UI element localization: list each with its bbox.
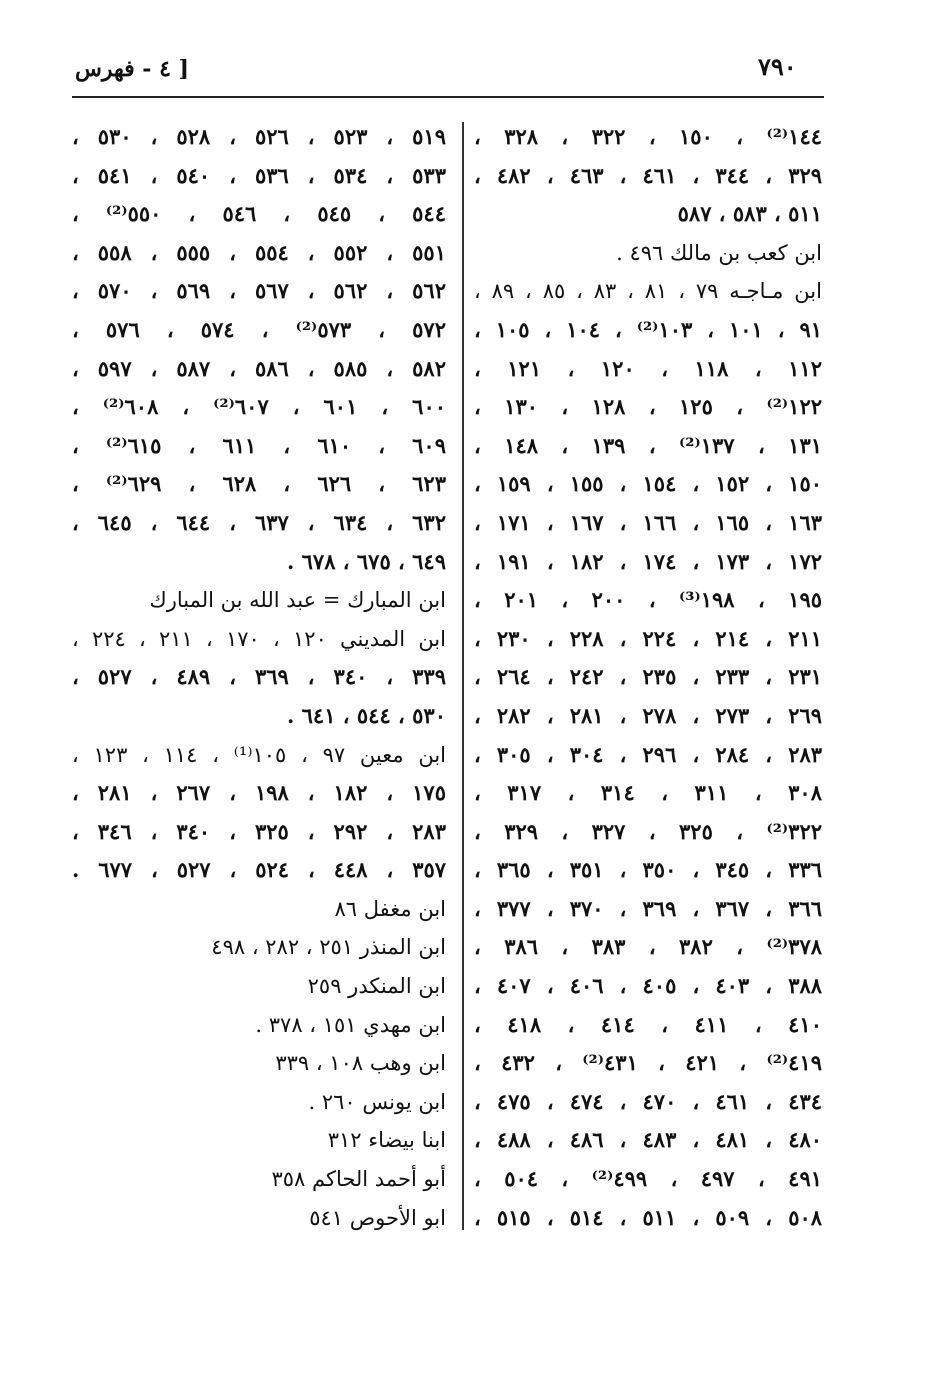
index-line: ٣٠٨ ، ٣١١ ، ٣١٤ ، ٣١٧ ، — [474, 780, 822, 806]
index-line: ١٢٢⁽²⁾ ، ١٢٥ ، ١٢٨ ، ١٣٠ ، — [474, 394, 822, 420]
index-line: ابن مغفل ٨٦ — [334, 896, 446, 921]
index-line: ٥٣٠ ، ٥٤٤ ، ٦٤١ . — [287, 702, 446, 728]
index-line: ابن يونس ٢٦٠ . — [308, 1089, 446, 1114]
page-number: ٧٩٠ — [758, 52, 797, 81]
index-line: ابن كعب بن مالك ٤٩٦ . — [616, 240, 822, 265]
index-line: ١٣١ ، ١٣٧⁽²⁾ ، ١٣٩ ، ١٤٨ ، — [474, 432, 822, 458]
index-line: ابن المديني ١٢٠ ، ١٧٠ ، ٢١١ ، ٢٢٤ ، — [72, 626, 446, 651]
header-rule — [72, 96, 824, 98]
index-line: ٥٥١ ، ٥٥٢ ، ٥٥٤ ، ٥٥٥ ، ٥٥٨ ، — [72, 239, 446, 265]
index-line: ٣٨٨ ، ٤٠٣ ، ٤٠٥ ، ٤٠٦ ، ٤٠٧ ، — [474, 973, 822, 999]
index-line: ٤١٩⁽²⁾ ، ٤٢١ ، ٤٣١⁽²⁾ ، ٤٣٢ ، — [474, 1050, 822, 1076]
index-column-left — [72, 118, 446, 1237]
index-line: ٥٦٢ ، ٥٦٢ ، ٥٦٧ ، ٥٦٩ ، ٥٧٠ ، — [72, 278, 446, 304]
index-line: ٥٨٢ ، ٥٨٥ ، ٥٨٦ ، ٥٨٧ ، ٥٩٧ ، — [72, 355, 446, 381]
index-line: ١٦٣ ، ١٦٥ ، ١٦٦ ، ١٦٧ ، ١٧١ ، — [474, 509, 822, 535]
index-line: ٣٥٧ ، ٤٤٨ ، ٥٢٤ ، ٥٢٧ ، ٦٧٧ . — [72, 857, 446, 883]
index-line: ٤٩١ ، ٤٩٧ ، ٤٩٩⁽²⁾ ، ٥٠٤ ، — [474, 1166, 822, 1192]
index-line: ٢٨٣ ، ٢٩٢ ، ٣٢٥ ، ٣٤٠ ، ٣٤٦ ، — [72, 818, 446, 844]
index-line: أبو أحمد الحاكم ٣٥٨ — [271, 1167, 446, 1192]
index-line: ٣٣٩ ، ٣٤٠ ، ٣٦٩ ، ٤٨٩ ، ٥٢٧ ، — [72, 664, 446, 690]
index-line: ١٤٤⁽²⁾ ، ١٥٠ ، ٣٢٢ ، ٣٢٨ ، — [474, 124, 822, 149]
index-line: ابنا بيضاء ٣١٢ — [327, 1128, 446, 1153]
index-line: ٤٣٤ ، ٤٦١ ، ٤٧٠ ، ٤٧٤ ، ٤٧٥ ، — [474, 1088, 822, 1114]
index-line: ٥٧٢ ، ٥٧٣⁽²⁾ ، ٥٧٤ ، ٥٧٦ ، — [72, 316, 446, 342]
index-line: ١١٢ ، ١١٨ ، ١٢٠ ، ١٢١ ، — [474, 355, 822, 381]
index-column-right — [474, 118, 822, 1237]
index-line: ٢٣١ ، ٢٣٣ ، ٢٣٥ ، ٢٤٢ ، ٢٦٤ ، — [474, 664, 822, 690]
index-line: ابن وهب ١٠٨ ، ٣٣٩ — [275, 1051, 446, 1076]
index-line: ابن المبارك = عبد الله بن المبارك — [149, 588, 446, 613]
index-line: ٤٨٠ ، ٤٨١ ، ٤٨٣ ، ٤٨٦ ، ٤٨٨ ، — [474, 1127, 822, 1153]
index-line: ٦٠٠ ، ٦٠١ ، ٦٠٧⁽²⁾ ، ٦٠٨⁽²⁾ ، — [72, 394, 446, 420]
index-line: ٢١١ ، ٢١٤ ، ٢٢٤ ، ٢٢٨ ، ٢٣٠ ، — [474, 625, 822, 651]
index-line: ٣٢٢⁽²⁾ ، ٣٢٥ ، ٣٢٧ ، ٣٢٩ ، — [474, 818, 822, 844]
index-line: ٢٦٩ ، ٢٧٣ ، ٢٧٨ ، ٢٨١ ، ٢٨٢ ، — [474, 702, 822, 728]
index-line: ٣٧٨⁽²⁾ ، ٣٨٢ ، ٣٨٣ ، ٣٨٦ ، — [474, 934, 822, 960]
index-line: ١٧٥ ، ١٨٢ ، ١٩٨ ، ٢٦٧ ، ٢٨١ ، — [72, 780, 446, 806]
index-line: ٥٤٤ ، ٥٤٥ ، ٥٤٦ ، ٥٥٠⁽²⁾ ، — [72, 201, 446, 227]
index-line: ابن المنذر ٢٥١ ، ٢٨٢ ، ٤٩٨ — [211, 935, 446, 960]
column-divider — [462, 122, 464, 1230]
section-title: [ ٤ - فهرس — [75, 56, 190, 82]
index-line: ٦٠٩ ، ٦١٠ ، ٦١١ ، ٦١٥⁽²⁾ ، — [72, 432, 446, 458]
index-line: ٢٨٣ ، ٢٨٤ ، ٢٩٦ ، ٣٠٤ ، ٣٠٥ ، — [474, 741, 822, 767]
index-line: ٣٦٦ ، ٣٦٧ ، ٣٦٩ ، ٣٧٠ ، ٣٧٧ ، — [474, 895, 822, 921]
index-line: ٩١ ، ١٠١ ، ١٠٣⁽²⁾ ، ١٠٤ ، ١٠٥ ، — [474, 316, 822, 342]
index-line: ٤١٠ ، ٤١١ ، ٤١٤ ، ٤١٨ ، — [474, 1011, 822, 1037]
index-line: ١٧٢ ، ١٧٣ ، ١٧٤ ، ١٨٢ ، ١٩١ ، — [474, 548, 822, 574]
index-line: ١٥٠ ، ١٥٢ ، ١٥٤ ، ١٥٥ ، ١٥٩ ، — [474, 471, 822, 497]
index-line: ٥٣٣ ، ٥٣٤ ، ٥٣٦ ، ٥٤٠ ، ٥٤١ ، — [72, 162, 446, 188]
index-line: ٥١٩ ، ٥٢٣ ، ٥٢٦ ، ٥٢٨ ، ٥٣٠ ، — [72, 124, 446, 149]
index-line: ابن مـاجـه ٧٩ ، ٨١ ، ٨٣ ، ٨٥ ، ٨٩ ، — [474, 279, 822, 304]
index-line: ٣٢٩ ، ٣٤٤ ، ٤٦١ ، ٤٦٣ ، ٤٨٢ ، — [474, 162, 822, 188]
index-line: ابن المنكدر ٢٥٩ — [307, 974, 446, 999]
index-line: ٣٣٦ ، ٣٤٥ ، ٣٥٠ ، ٣٥١ ، ٣٦٥ ، — [474, 857, 822, 883]
index-line: ٦٣٢ ، ٦٣٤ ، ٦٣٧ ، ٦٤٤ ، ٦٤٥ ، — [72, 509, 446, 535]
index-line: ابن مهدي ١٥١ ، ٣٧٨ . — [255, 1012, 446, 1037]
index-line: ٦٢٣ ، ٦٢٦ ، ٦٢٨ ، ٦٢٩⁽²⁾ ، — [72, 471, 446, 497]
index-line: ٥٠٨ ، ٥٠٩ ، ٥١١ ، ٥١٤ ، ٥١٥ ، — [474, 1204, 822, 1230]
index-line: ابو الأحوص ٥٤١ — [309, 1205, 446, 1230]
index-line: ٥١١ ، ٥٨٣ ، ٥٨٧ — [677, 201, 822, 227]
index-line: ١٩٥ ، ١٩٨⁽³⁾ ، ٢٠٠ ، ٢٠١ ، — [474, 587, 822, 613]
index-line: ابن معين ٩٧ ، ١٠٥⁽¹⁾ ، ١١٤ ، ١٢٣ ، — [72, 742, 446, 767]
index-line: ٦٤٩ ، ٦٧٥ ، ٦٧٨ . — [287, 548, 446, 574]
